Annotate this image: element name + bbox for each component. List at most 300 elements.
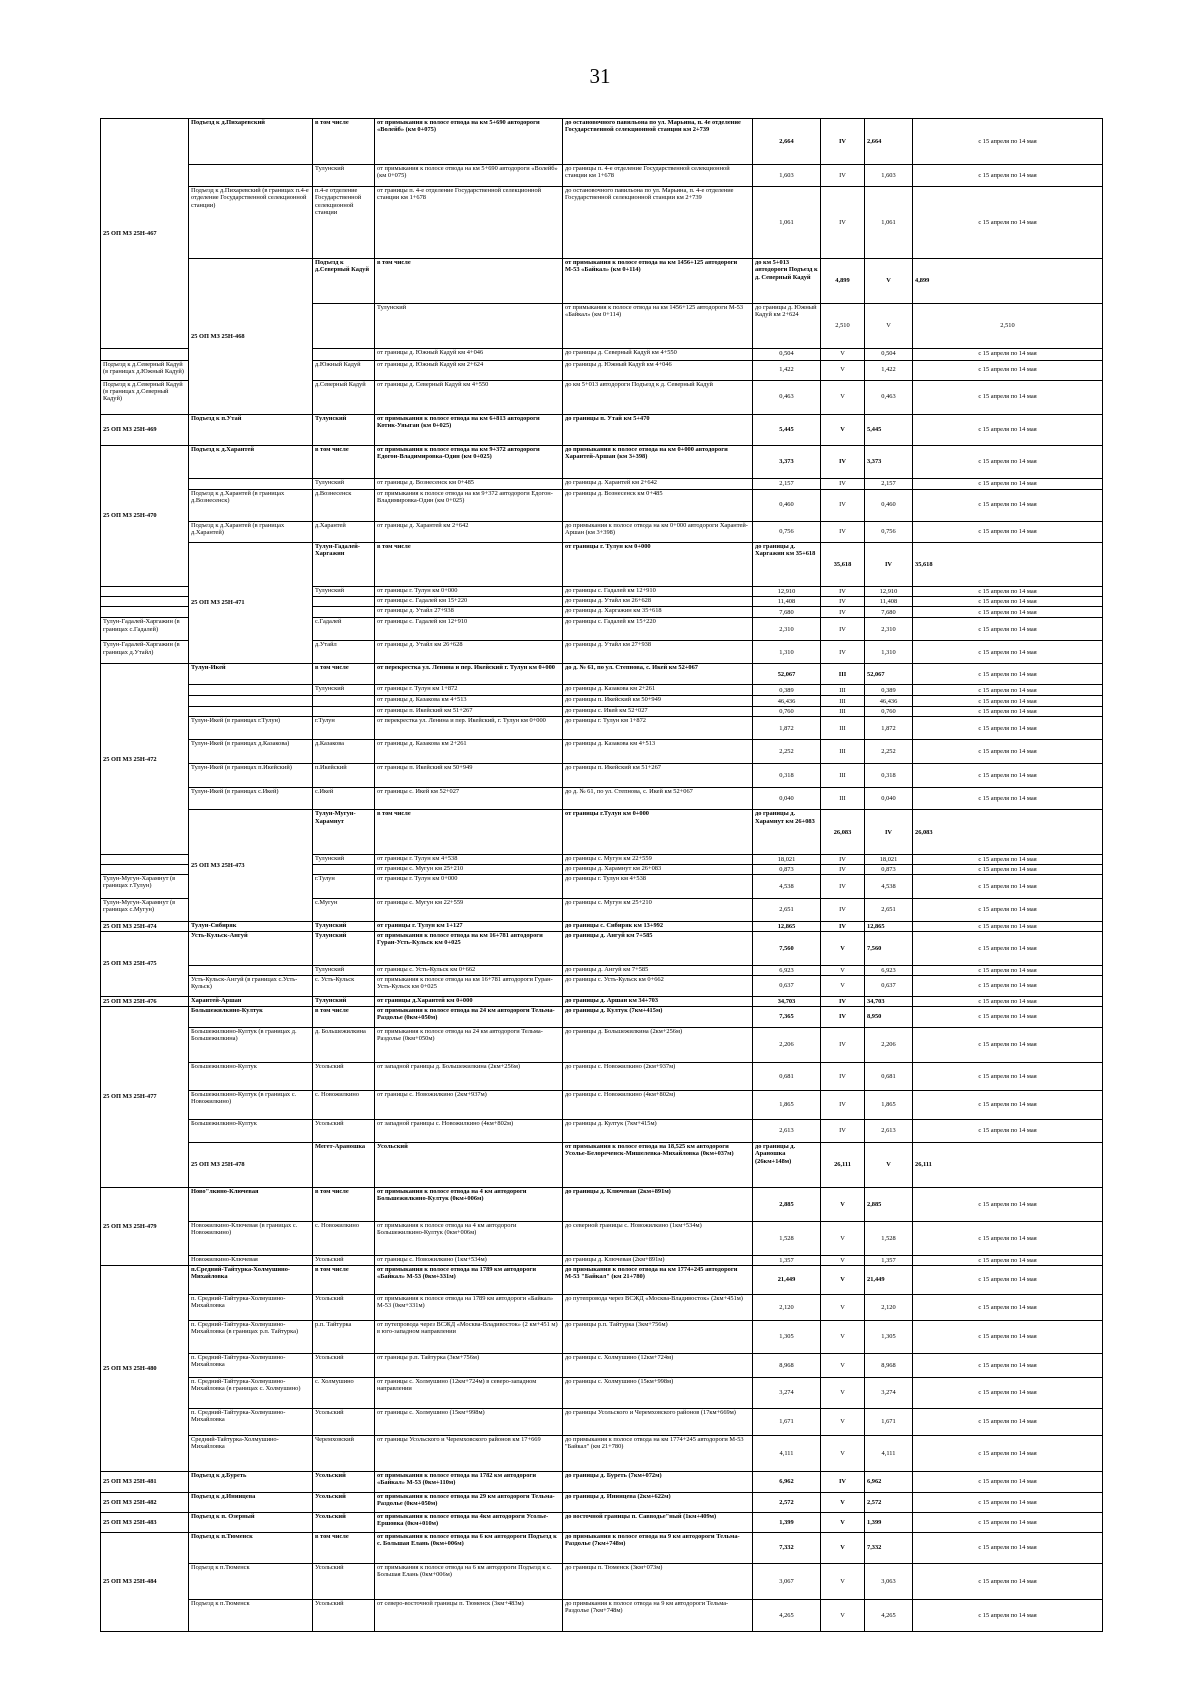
category-cell: V	[865, 303, 913, 348]
length-total-cell: 11,408	[865, 597, 913, 607]
start-point-cell: от границы с. Холмушино (12км+724м) в северо-западном направлении	[375, 1377, 563, 1408]
end-point-cell: до границы с. Усть-Кульск км 0+662	[563, 976, 753, 997]
length-total-cell: 12,865	[865, 922, 913, 932]
length-total-cell: 0,040	[865, 788, 913, 810]
district-cell: с.Мугун	[313, 899, 375, 922]
district-cell: в том числе	[313, 664, 375, 685]
start-point-cell: от примыкания к полосе отвода на км 16+781 автодороги Гуран-Усть-Кульск км 0+025	[375, 976, 563, 997]
length-total-cell: 4,538	[865, 875, 913, 899]
category-cell: IV	[865, 810, 913, 855]
category-cell: V	[821, 1408, 865, 1435]
road-id-cell: 25 ОП МЗ 25Н-471	[189, 542, 313, 664]
category-cell: V	[821, 1599, 865, 1631]
restriction-period-cell: с 15 апреля по 14 мая	[913, 587, 1103, 597]
district-cell: в том числе	[313, 1187, 375, 1221]
table-row	[101, 1377, 1103, 1408]
restriction-period-cell: с 15 апреля по 14 мая	[913, 1028, 1103, 1063]
road-id-cell: 25 ОП МЗ 25Н-480	[101, 1265, 189, 1471]
length-cell: 11,408	[753, 597, 821, 607]
end-point-cell: до границы п. Утай км 5+470	[563, 414, 753, 445]
category-cell: V	[821, 976, 865, 997]
road-name-cell: п. Средний-Тайтурка-Холмушино-Михайловка	[189, 1408, 313, 1435]
category-cell: IV	[821, 641, 865, 664]
road-name-cell: п. Средний-Тайтурка-Холмушино-Михайловка (в границах р.п. Тайтурка)	[189, 1320, 313, 1353]
start-point-cell: от перекрестка ул. Ленина и пер. Икейский, г. Тулун км 0+000	[375, 717, 563, 740]
length-cell: 1,305	[753, 1320, 821, 1353]
category-cell: V	[821, 348, 865, 360]
category-cell: IV	[821, 489, 865, 521]
end-point-cell: до примыкания к полосе отвода на 9 км автодороги Тельма-Раздолье (7км+748м)	[563, 1532, 753, 1563]
length-cell: 1,603	[753, 165, 821, 187]
restriction-period-cell: с 15 апреля по 14 мая	[913, 855, 1103, 865]
district-cell: Усольский	[313, 1599, 375, 1631]
category-cell: III	[821, 764, 865, 788]
road-name-cell	[189, 707, 313, 717]
district-cell: Усольский	[313, 1408, 375, 1435]
length-total-cell: 7,560	[865, 932, 913, 966]
restriction-period-cell: с 15 апреля по 14 мая	[913, 1187, 1103, 1221]
table-row	[101, 1028, 1103, 1063]
length-cell: 3,274	[753, 1377, 821, 1408]
length-cell: 3,373	[753, 445, 821, 478]
district-cell	[313, 865, 375, 875]
start-point-cell: от примыкания к полосе отвода на 4км автодороги Усолье-Ершовка (0км+010м)	[375, 1512, 563, 1532]
start-point-cell: от границы п. 4-е отделение Государственной селекционной станции км 1+678	[375, 187, 563, 259]
table-row	[101, 521, 1103, 542]
road-name-cell: Большежилкино-Култук (в границах с. Новожилкино)	[189, 1091, 313, 1120]
table-row	[101, 119, 1103, 165]
restriction-period-cell: с 15 апреля по 14 мая	[913, 788, 1103, 810]
restriction-period-cell: с 15 апреля по 14 мая	[913, 1063, 1103, 1091]
road-name-cell	[189, 685, 313, 696]
end-point-cell: до путепровода через ВСЖД «Москва-Владивосток» (2км+451м)	[563, 1294, 753, 1320]
district-cell	[313, 597, 375, 607]
length-cell: 12,910	[753, 587, 821, 597]
restriction-period-cell: с 15 апреля по 14 мая	[913, 1512, 1103, 1532]
road-name-cell: Подъезд к п.Тюменск	[189, 1563, 313, 1599]
start-point-cell: от границы д. Южный Кадуй км 4+046	[375, 348, 563, 360]
category-cell: V	[821, 1265, 865, 1294]
length-total-cell: 2,206	[865, 1028, 913, 1063]
district-cell: в том числе	[313, 119, 375, 165]
restriction-period-cell: с 15 апреля по 14 мая	[913, 1007, 1103, 1028]
table-row	[101, 478, 1103, 489]
length-total-cell: 2,664	[865, 119, 913, 165]
category-cell: IV	[821, 597, 865, 607]
road-id-cell: 25 ОП МЗ 25Н-476	[101, 997, 189, 1007]
length-cell: 2,157	[753, 478, 821, 489]
table-row	[101, 788, 1103, 810]
road-name-cell: Тулун-Гадалей-Харгажин (в границах д.Утайл)	[101, 641, 189, 664]
road-id-cell: 25 ОП МЗ 25Н-483	[101, 1512, 189, 1532]
restriction-period-cell: с 15 апреля по 14 мая	[913, 1255, 1103, 1265]
road-name-cell: Тулун-Икей (в границах п.Икейский)	[189, 764, 313, 788]
restriction-period-cell: с 15 апреля по 14 мая	[913, 360, 1103, 380]
end-point-cell: до границы п. 4-е отделение Государственной селекционной станции км 1+678	[563, 165, 753, 187]
road-name-cell: Подъезд к п.Тюменск	[189, 1532, 313, 1563]
table-row	[101, 764, 1103, 788]
district-cell: с. Новожилкино	[313, 1221, 375, 1255]
road-name-cell	[189, 696, 313, 707]
table-row	[101, 1599, 1103, 1631]
end-point-cell: до границы д. Южный Кадуй км 2+624	[753, 303, 821, 348]
start-point-cell: от примыкания к полосе отвода на 18,525 км автодороги Усолье-Белореченск-Мишелевка-Михайловка (0км+037м)	[563, 1143, 753, 1188]
start-point-cell: от примыкания к полосе отвода на 1789 км автодороги «Байкал» М-53 (0км+331м)	[375, 1294, 563, 1320]
length-cell: 34,703	[753, 997, 821, 1007]
restriction-period-cell: с 15 апреля по 14 мая	[913, 1435, 1103, 1471]
district-cell: с.Гадалей	[313, 618, 375, 641]
end-point-cell: до границы д. Казакова км 2+261	[563, 685, 753, 696]
table-row	[101, 922, 1103, 932]
end-point-cell: до границы с. Новожилкино (4км+802м)	[563, 1091, 753, 1120]
restriction-period-cell: с 15 апреля по 14 мая	[913, 932, 1103, 966]
district-cell: Усольский	[313, 1120, 375, 1143]
category-cell: IV	[821, 1120, 865, 1143]
road-name-cell: Подъезд к д.Харантей	[189, 445, 313, 478]
length-cell: 2,252	[753, 740, 821, 764]
road-name-cell: Подъезд к д.Буреть	[189, 1471, 313, 1492]
start-point-cell: от границы с. Мугун км 25+210	[375, 865, 563, 875]
length-cell: 21,449	[753, 1265, 821, 1294]
end-point-cell: до границы д. Ключевая (2км+891м)	[563, 1187, 753, 1221]
restriction-period-cell: с 15 апреля по 14 мая	[913, 165, 1103, 187]
road-id-cell: 25 ОП МЗ 25Н-474	[101, 922, 189, 932]
length-total-cell: 2,651	[865, 899, 913, 922]
length-cell: 0,637	[753, 976, 821, 997]
road-id-cell: 25 ОП МЗ 25Н-469	[101, 414, 189, 445]
start-point-cell: от границы г. Тулун км 4+538	[375, 855, 563, 865]
category-cell: V	[821, 1377, 865, 1408]
district-cell: Усольский	[375, 1143, 563, 1188]
length-total-cell: 2,157	[865, 478, 913, 489]
length-cell: 7,560	[753, 932, 821, 966]
category-cell: IV	[821, 1028, 865, 1063]
restriction-period-cell: с 15 апреля по 14 мая	[913, 1377, 1103, 1408]
length-cell: 0,681	[753, 1063, 821, 1091]
category-cell: V	[821, 1320, 865, 1353]
category-cell: V	[821, 932, 865, 966]
length-cell: 7,332	[753, 1532, 821, 1563]
table-row	[101, 997, 1103, 1007]
end-point-cell: до границы д. Утайл км 26+628	[563, 597, 753, 607]
length-total-cell: 1,872	[865, 717, 913, 740]
road-name-cell: п. Средний-Тайтурка-Холмушино-Михайловка	[189, 1294, 313, 1320]
start-point-cell: от границы д. Южный Кадуй км 2+624	[375, 360, 563, 380]
road-name-cell: Тулун-Мугун-Харамнут	[313, 810, 375, 855]
category-cell: V	[865, 259, 913, 304]
end-point-cell: до границы с. Холмушино (15км+998м)	[563, 1377, 753, 1408]
road-name-cell: Тулун-Икей (в границах г.Тулун)	[189, 717, 313, 740]
category-cell: V	[865, 1143, 913, 1188]
table-row	[101, 1408, 1103, 1435]
road-name-cell: Харантей-Аршан	[189, 997, 313, 1007]
district-cell: Тулунский	[313, 478, 375, 489]
restriction-period-cell: с 15 апреля по 14 мая	[913, 187, 1103, 259]
restriction-period-cell: с 15 апреля по 14 мая	[913, 1563, 1103, 1599]
category-cell: III	[821, 740, 865, 764]
length-cell: 6,962	[753, 1471, 821, 1492]
length-total-cell: 0,463	[865, 380, 913, 414]
table-row	[101, 810, 1103, 855]
road-id-cell: 25 ОП МЗ 25Н-467	[101, 119, 189, 349]
length-total-cell: 8,968	[865, 1353, 913, 1377]
district-cell	[313, 348, 375, 360]
category-cell: III	[821, 685, 865, 696]
length-cell: 1,528	[753, 1221, 821, 1255]
restriction-period-cell: с 15 апреля по 14 мая	[913, 764, 1103, 788]
category-cell: V	[821, 1255, 865, 1265]
length-total-cell: 0,637	[865, 976, 913, 997]
start-point-cell: от границы Усольского и Черемховского районов км 17+669	[375, 1435, 563, 1471]
start-point-cell: от границы с. Икей км 52+027	[375, 788, 563, 810]
road-name-cell: Большежилкино-Култук	[189, 1007, 313, 1028]
start-point-cell: от границы с. Новожилкино (2км+937м)	[375, 1091, 563, 1120]
length-total-cell: 12,910	[865, 587, 913, 597]
roads-table-body	[101, 119, 1103, 1632]
length-cell: 0,318	[753, 764, 821, 788]
end-point-cell: до границы с. Гадалей км 15+220	[563, 618, 753, 641]
end-point-cell: до восточной границы п. Савводье"ный (1км+409м)	[563, 1512, 753, 1532]
length-cell: 4,111	[753, 1435, 821, 1471]
restriction-period-cell: с 15 апреля по 14 мая	[913, 521, 1103, 542]
table-row	[101, 976, 1103, 997]
length-cell: 0,504	[753, 348, 821, 360]
category-cell: V	[821, 1187, 865, 1221]
start-point-cell: от примыкания к полосе отвода на км 5+690 автодороги «Волейб» (км 0+075)	[375, 165, 563, 187]
district-cell: в том числе	[313, 445, 375, 478]
restriction-period-cell: с 15 апреля по 14 мая	[913, 1221, 1103, 1255]
district-cell: р.п. Тайтурка	[313, 1320, 375, 1353]
category-cell: IV	[821, 855, 865, 865]
start-point-cell: от границы с. Усть-Кульск км 0+662	[375, 966, 563, 976]
district-cell: Тулунский	[313, 165, 375, 187]
end-point-cell: до границы с. Мугун км 22+559	[563, 855, 753, 865]
category-cell: III	[821, 707, 865, 717]
length-cell: 0,760	[753, 707, 821, 717]
end-point-cell: до границы п. Тюменск (3км+073м)	[563, 1563, 753, 1599]
end-point-cell: до границы п. Икейский км 51+267	[563, 764, 753, 788]
district-cell: в том числе	[313, 1265, 375, 1294]
restriction-period-cell: с 15 апреля по 14 мая	[913, 664, 1103, 685]
restriction-period-cell: с 15 апреля по 14 мая	[913, 922, 1103, 932]
road-id-cell: 25 ОП МЗ 25Н-470	[101, 445, 189, 587]
length-total-cell: 4,265	[865, 1599, 913, 1631]
start-point-cell: от путепровода через ВСЖД «Москва-Владивосток» (2 км+451 м) в юго-западном направлении	[375, 1320, 563, 1353]
road-id-cell: 25 ОП МЗ 25Н-478	[189, 1143, 313, 1188]
length-total-cell: 1,061	[865, 187, 913, 259]
length-total-cell: 3,373	[865, 445, 913, 478]
start-point-cell: от границы г. Тулун км 0+000	[375, 587, 563, 597]
length-total-cell: 1,310	[865, 641, 913, 664]
road-name-cell: Тулун-Гадалей-Харгажин	[313, 542, 375, 587]
category-cell: V	[821, 1492, 865, 1512]
road-name-cell: Усть-Кульск-Ангуй (в границах с.Усть-Кульск)	[189, 976, 313, 997]
start-point-cell: от границы с. Новожилкино (1км+534м)	[375, 1255, 563, 1265]
road-name-cell	[101, 597, 189, 607]
end-point-cell: до границы г. Тулун км 4+538	[563, 875, 753, 899]
category-cell: V	[821, 1221, 865, 1255]
end-point-cell: до границы д. Северный Кадуй км 4+550	[563, 348, 753, 360]
end-point-cell: до остановочного павильона по ул. Марьина, п. 4-е отделение Государственной селекционной станции км 2+739	[563, 187, 753, 259]
category-cell: V	[821, 1563, 865, 1599]
category-cell: IV	[821, 1091, 865, 1120]
category-cell: V	[821, 966, 865, 976]
restriction-period-cell: с 15 апреля по 14 мая	[913, 618, 1103, 641]
end-point-cell: до границы Усольского и Черемховского районов (17км+669м)	[563, 1408, 753, 1435]
length-total-cell: 3,063	[865, 1563, 913, 1599]
restriction-period-cell: с 15 апреля по 14 мая	[913, 696, 1103, 707]
end-point-cell: до границы д. Харгажин км 35+618	[753, 542, 821, 587]
road-name-cell: Подъезд к д.Пихаревский	[189, 119, 313, 165]
table-row	[101, 685, 1103, 696]
district-cell: д.Утайл	[313, 641, 375, 664]
category-cell: V	[821, 1532, 865, 1563]
table-row	[101, 414, 1103, 445]
road-name-cell	[101, 587, 189, 597]
table-row	[101, 664, 1103, 685]
end-point-cell: до границы д. Утайл км 27+938	[563, 641, 753, 664]
road-name-cell: п. Средний-Тайтурка-Холмушино-Михайловка (в границах с. Холмушино)	[189, 1377, 313, 1408]
table-row	[101, 696, 1103, 707]
restriction-period-cell: с 15 апреля по 14 мая	[913, 348, 1103, 360]
table-row	[101, 1091, 1103, 1120]
start-point-cell: от примыкания к полосе отвода на 6 км автодороги Подъезд к с. Большая Елань (0км+006м)	[375, 1563, 563, 1599]
district-cell: д.Южный Кадуй	[313, 360, 375, 380]
length-total-cell: 1,305	[865, 1320, 913, 1353]
end-point-cell: до примыкания к полосе отвода на км 0+000 автодороги Харантей-Аршан (км 3+398)	[563, 521, 753, 542]
restriction-period-cell: с 15 апреля по 14 мая	[913, 1408, 1103, 1435]
district-cell: с.Икей	[313, 788, 375, 810]
road-name-cell: Большежилкино-Култук	[189, 1063, 313, 1091]
end-point-cell: до примыкания к полосе отвода на км 0+000 автодороги Харантей-Аршан (км 3+398)	[563, 445, 753, 478]
restriction-period-cell: с 15 апреля по 14 мая	[913, 997, 1103, 1007]
restriction-period-cell: с 15 апреля по 14 мая	[913, 899, 1103, 922]
start-point-cell: от примыкания к полосе отвода на 4 км автодороги Большежилкино-Култук (0км+006м)	[375, 1221, 563, 1255]
end-point-cell: до границы д. Казакова км 4+513	[563, 740, 753, 764]
end-point-cell: до границы д. Харамнут км 26+083	[753, 810, 821, 855]
table-row	[101, 1492, 1103, 1512]
length-total-cell: 1,528	[865, 1221, 913, 1255]
start-point-cell: от границы г. Тулун км 1+127	[375, 922, 563, 932]
end-point-cell: до границы с. Холмушино (12км+724м)	[563, 1353, 753, 1377]
restriction-period-cell: с 15 апреля по 14 мая	[913, 1320, 1103, 1353]
start-point-cell: от примыкания к полосе отвода на 24 км автодороги Тельма-Раздолье (0км+050м)	[375, 1028, 563, 1063]
start-point-cell: от северо-восточной границы п. Тюменск (3км+483м)	[375, 1599, 563, 1631]
restriction-period-cell: с 15 апреля по 14 мая	[913, 976, 1103, 997]
start-point-cell: от границы г.Тулун км 0+000	[563, 810, 753, 855]
district-cell: в том числе	[375, 259, 563, 304]
start-point-cell: от примыкания к полосе отвода на км 5+690 автодороги «Волейб» (км 0+075)	[375, 119, 563, 165]
table-row	[101, 1187, 1103, 1221]
length-total-cell: 34,703	[865, 997, 913, 1007]
table-row	[101, 1512, 1103, 1532]
district-cell	[313, 607, 375, 618]
table-row	[101, 1221, 1103, 1255]
page-number: 31	[589, 64, 611, 88]
road-name-cell: Подъезд к д.Северный Кадуй (в границах д.Северный Кадуй)	[101, 380, 189, 414]
length-cell: 7,680	[753, 607, 821, 618]
category-cell: IV	[821, 165, 865, 187]
district-cell: Тулунский	[313, 997, 375, 1007]
district-cell: Тулунский	[313, 855, 375, 865]
length-cell: 7,365	[753, 1007, 821, 1028]
length-cell: 26,083	[821, 810, 865, 855]
table-row	[101, 966, 1103, 976]
road-name-cell: Подъезд к п.Утай	[189, 414, 313, 445]
length-total-cell: 2,510	[913, 303, 1103, 348]
length-cell: 46,436	[753, 696, 821, 707]
length-total-cell: 0,504	[865, 348, 913, 360]
restriction-period-cell: с 15 апреля по 14 мая	[913, 119, 1103, 165]
road-id-cell: 25 ОП МЗ 25Н-484	[101, 1532, 189, 1631]
district-cell: д. Большежилкина	[313, 1028, 375, 1063]
start-point-cell: от границы г. Тулун км 1+872	[375, 685, 563, 696]
length-cell: 1,357	[753, 1255, 821, 1265]
start-point-cell: от границы р.п. Тайтурка (3км+756м)	[375, 1353, 563, 1377]
length-total-cell: 1,865	[865, 1091, 913, 1120]
length-total-cell: 18,021	[865, 855, 913, 865]
length-cell: 2,120	[753, 1294, 821, 1320]
district-cell: Тулунский	[313, 685, 375, 696]
start-point-cell: от границы д. Вознесенск км 0+485	[375, 478, 563, 489]
length-total-cell: 21,449	[865, 1265, 913, 1294]
restriction-period-cell: с 15 апреля по 14 мая	[913, 707, 1103, 717]
category-cell: IV	[821, 187, 865, 259]
district-cell	[313, 707, 375, 717]
road-name-cell: Тулун-Мугун-Харамнут (в границах г.Тулун)	[101, 875, 189, 899]
end-point-cell: до границы д. Култук (7км+415м)	[563, 1007, 753, 1028]
category-cell: IV	[821, 1063, 865, 1091]
start-point-cell: от примыкания к полосе отвода на км 1456+125 автодороги М-53 «Байкал» (км 0+114)	[563, 303, 753, 348]
end-point-cell: до границы п. Икейский км 50+949	[563, 696, 753, 707]
table-row	[101, 542, 1103, 587]
table-row	[101, 445, 1103, 478]
district-cell: д.Харантей	[313, 521, 375, 542]
length-cell: 2,651	[753, 899, 821, 922]
district-cell: п.4-е отделение Государственной селекционной станции	[313, 187, 375, 259]
length-total-cell: 52,067	[865, 664, 913, 685]
length-total-cell: 0,756	[865, 521, 913, 542]
restriction-period-cell: с 15 апреля по 14 мая	[913, 597, 1103, 607]
length-total-cell: 0,873	[865, 865, 913, 875]
district-cell: Усольский	[313, 1063, 375, 1091]
end-point-cell: до границы д. Харгажин км 35+618	[563, 607, 753, 618]
road-name-cell: Подъезд к д.Харантей (в границах д.Харантей)	[189, 521, 313, 542]
restriction-period-cell: с 15 апреля по 14 мая	[913, 445, 1103, 478]
road-name-cell	[189, 966, 313, 976]
category-cell: V	[821, 1435, 865, 1471]
start-point-cell: от примыкания к полосе отвода на км 9+372 автодороги Едогон-Владимировка-Один (км 0+025)	[375, 445, 563, 478]
end-point-cell: до границы д. Ангуй км 7+585	[563, 966, 753, 976]
length-cell: 1,865	[753, 1091, 821, 1120]
length-total-cell: 7,332	[865, 1532, 913, 1563]
district-cell: с. Новожилкино	[313, 1091, 375, 1120]
road-name-cell: п.Средний-Тайтурка-Холмушино-Михайловка	[189, 1265, 313, 1294]
length-total-cell: 4,899	[913, 259, 1103, 304]
end-point-cell: до примыкания к полосе отвода на 9 км автодороги Тельма-Раздолье (7км+748м)	[563, 1599, 753, 1631]
end-point-cell: до границы д. Вознесенск км 0+485	[563, 489, 753, 521]
end-point-cell: до остановочного павильона по ул. Марьина, п. 4е отделение Государственной селекционной станции км 2+739	[563, 119, 753, 165]
road-name-cell: Подъезд к п.Тюменск	[189, 1599, 313, 1631]
length-cell: 0,389	[753, 685, 821, 696]
restriction-period-cell: с 15 апреля по 14 мая	[913, 1265, 1103, 1294]
category-cell: IV	[821, 875, 865, 899]
road-name-cell	[101, 855, 189, 865]
category-cell: V	[821, 1294, 865, 1320]
district-cell: Усольский	[313, 1492, 375, 1512]
district-cell: Черемховский	[313, 1435, 375, 1471]
end-point-cell: до границы р.п. Тайтурка (3км+756м)	[563, 1320, 753, 1353]
